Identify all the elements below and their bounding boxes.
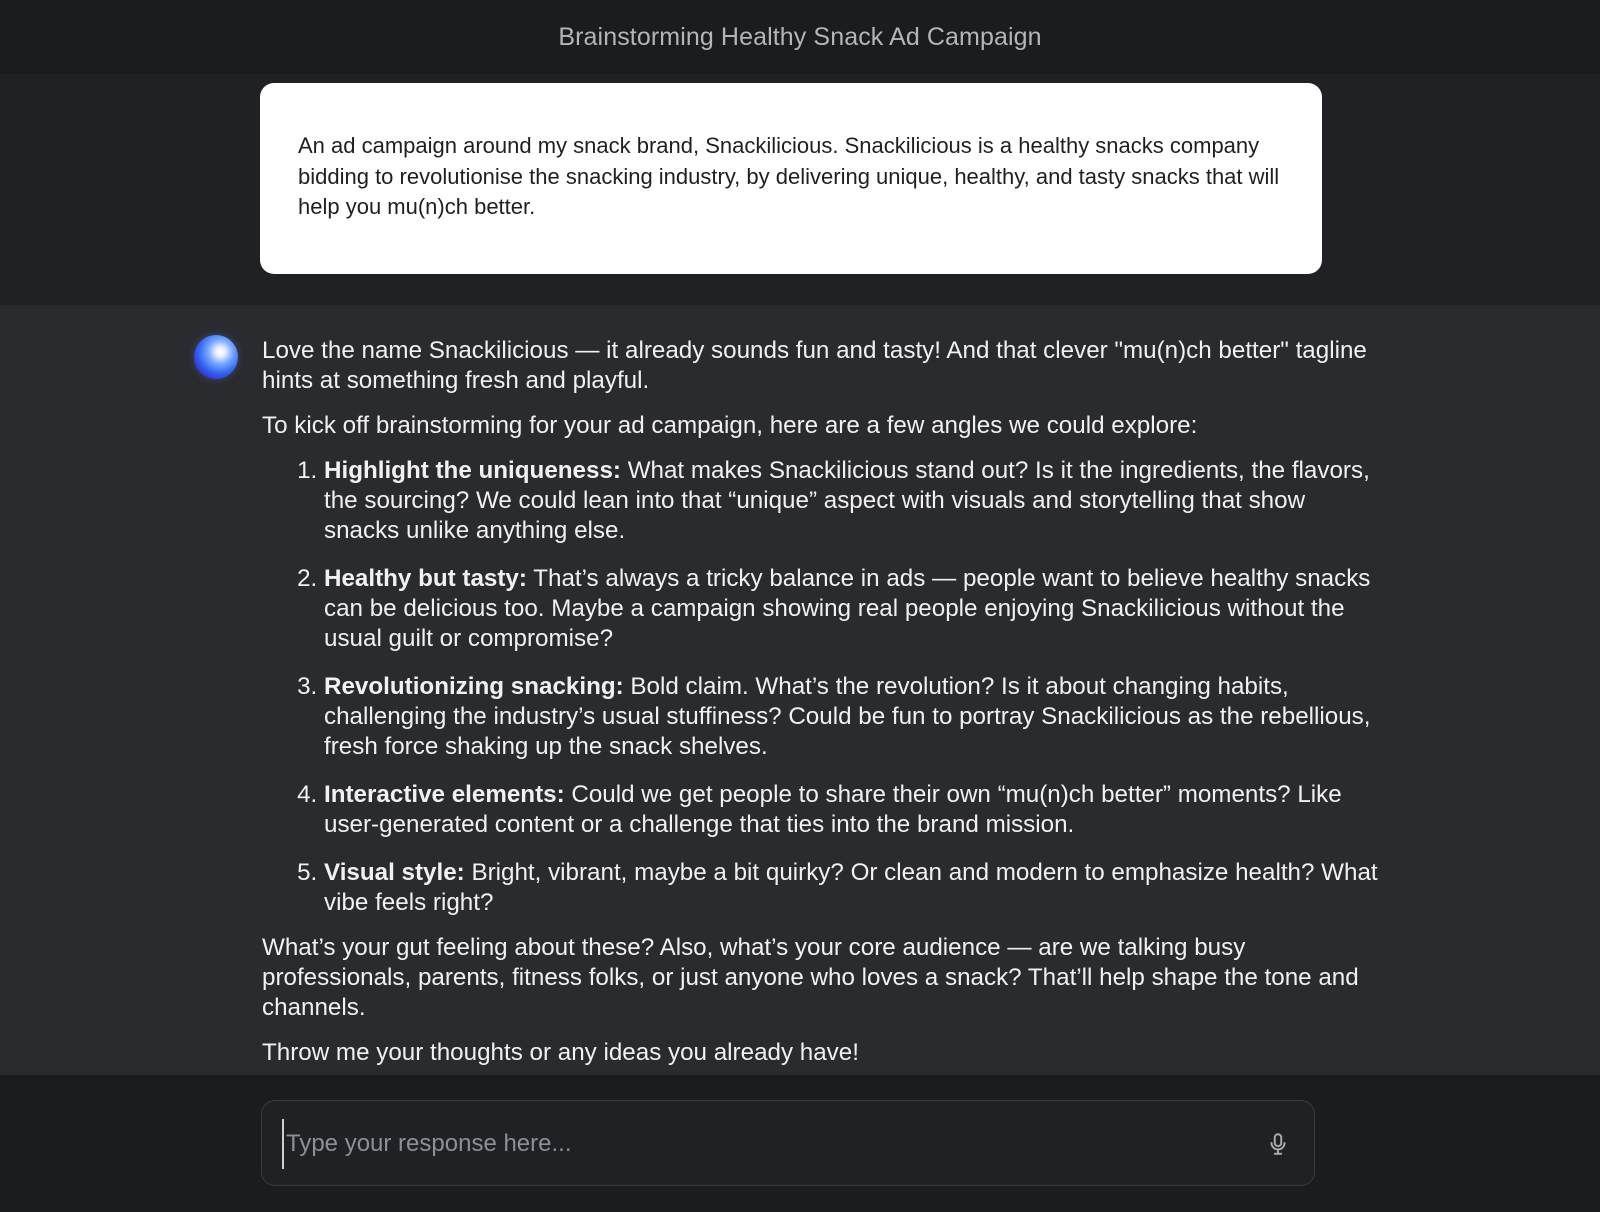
assistant-message xyxy=(262,336,1382,1083)
list-item xyxy=(324,780,1382,840)
assistant-closing: Throw me your thoughts or any ideas you already have! xyxy=(262,1039,859,1066)
user-message-bubble xyxy=(260,83,1322,274)
composer-box[interactable] xyxy=(261,1100,1315,1186)
title-bar xyxy=(0,0,1600,74)
assistant-lead-in: To kick off brainstorming for your ad campaign, here are a few angles we could explore: xyxy=(262,412,1198,439)
list-item xyxy=(324,456,1382,546)
list-item-title: Revolutionizing snacking: xyxy=(324,673,624,700)
conversation-title: Brainstorming Healthy Snack Ad Campaign xyxy=(558,22,1042,51)
list-item-text: That’s always a tricky balance in ads — people want to believe healthy snacks can be delicious too. Maybe a campaign showing real people enjoying Snackilicious without the usual guilt or compromise? xyxy=(324,565,1371,652)
list-item-title: Highlight the uniqueness: xyxy=(324,457,621,484)
list-item-title: Healthy but tasty: xyxy=(324,565,527,592)
assistant-message-section xyxy=(0,305,1600,1075)
list-item-text: What makes Snackilicious stand out? Is it the ingredients, the flavors, the sourcing? We could lean into that “unique” aspect with visuals and storytelling that show snacks unlike anything else. xyxy=(324,457,1370,544)
user-message-section xyxy=(0,74,1600,305)
list-item-text: Bold claim. What’s the revolution? Is it about changing habits, challenging the industry’s usual stuffiness? Could be fun to portray Snackilicious as the rebellious, fresh force shaking up the snack shelves. xyxy=(324,673,1371,760)
ideas-list xyxy=(262,456,1382,918)
list-item xyxy=(324,858,1382,918)
response-input[interactable] xyxy=(282,1119,1248,1169)
list-item-text: Bright, vibrant, maybe a bit quirky? Or clean and modern to emphasize health? What vibe feels right? xyxy=(324,859,1378,916)
list-item-title: Interactive elements: xyxy=(324,781,565,808)
composer-section xyxy=(0,1075,1600,1212)
list-item xyxy=(324,564,1382,654)
user-message-text: An ad campaign around my snack brand, Snackilicious. Snackilicious is a healthy snacks company bidding to revolutionise the snacking industry, by delivering unique, healthy, and tasty snacks that will help you mu(n)ch better. xyxy=(298,133,1280,219)
assistant-orb-icon xyxy=(194,335,238,379)
assistant-question: What’s your gut feeling about these? Also, what’s your core audience — are we talking busy professionals, parents, fitness folks, or just anyone who loves a snack? That’ll help shape the tone and channels. xyxy=(262,934,1359,1021)
list-item-title: Visual style: xyxy=(324,859,465,886)
list-item-text: Could we get people to share their own “mu(n)ch better” moments? Like user-generated content or a challenge that ties into the brand mission. xyxy=(324,781,1342,838)
assistant-intro: Love the name Snackilicious — it already sounds fun and tasty! And that clever "mu(n)ch better" tagline hints at something fresh and playful. xyxy=(262,337,1367,394)
list-item xyxy=(324,672,1382,762)
microphone-icon[interactable] xyxy=(1265,1131,1291,1157)
